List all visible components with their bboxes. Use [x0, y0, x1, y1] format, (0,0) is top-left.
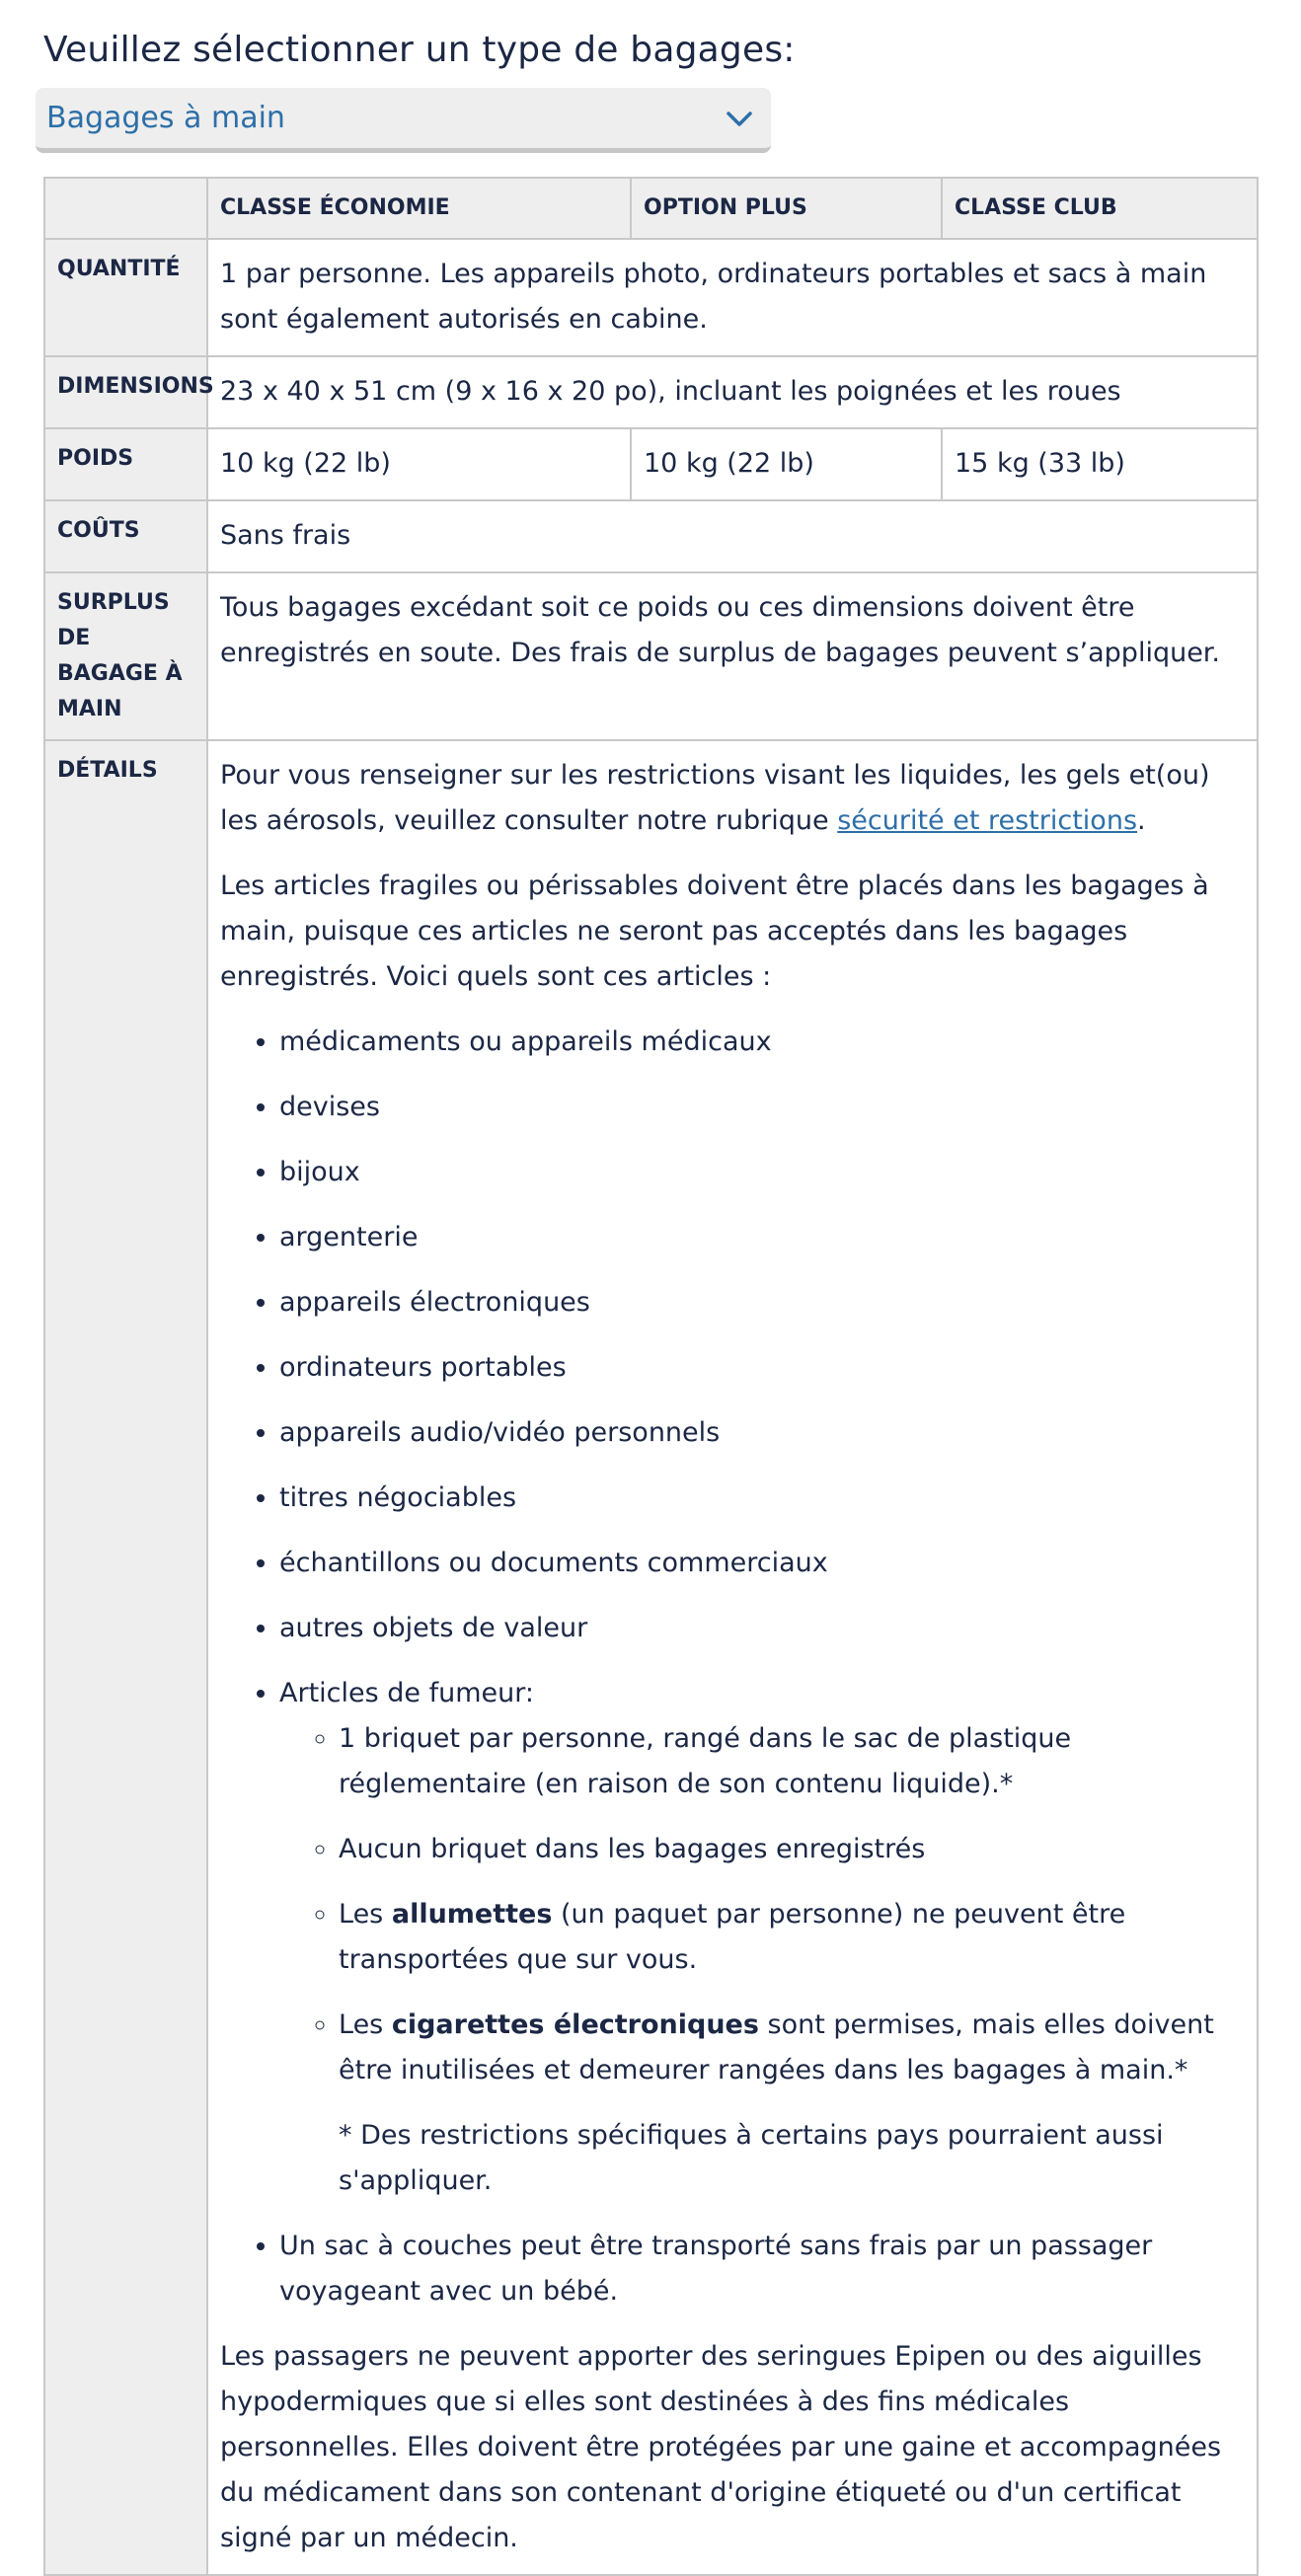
- footnote: * Des restrictions spécifiques à certains pays pourraient aussi s'appliquer.: [339, 2120, 1164, 2196]
- list-item-matches: [339, 1892, 1245, 1983]
- matches-post: (un paquet par personne) ne peuvent être transportées que sur vous.: [339, 1899, 1126, 1975]
- header-club: CLASSE CLUB: [942, 178, 1258, 239]
- list-item: • appareils audio/vidéo personnels: [279, 1410, 1245, 1456]
- header-option-plus: OPTION PLUS: [631, 178, 942, 239]
- ecig-pre: Les: [339, 2009, 392, 2040]
- weight-economy: 10 kg (22 lb): [207, 428, 631, 500]
- row-label-quantity: QUANTITÉ: [44, 239, 207, 356]
- table-row-surplus: [44, 572, 1258, 740]
- list-item: • médicaments ou appareils médicaux: [279, 1020, 1245, 1065]
- row-label-costs: COÛTS: [44, 500, 207, 572]
- dimensions-value: 23 x 40 x 51 cm (9 x 16 x 20 po), incluant les poignées et les roues: [207, 356, 1258, 428]
- smoking-items-label: Articles de fumeur:: [279, 1678, 534, 1708]
- list-item: • autres objets de valeur: [279, 1606, 1245, 1651]
- baggage-info-table: [43, 177, 1259, 2576]
- table-row-weight: [44, 428, 1258, 500]
- quantity-value: 1 par personne. Les appareils photo, ordinateurs portables et sacs à main sont également autorisés en cabine.: [207, 239, 1258, 356]
- list-item-diaper: • Un sac à couches peut être transporté sans frais par un passager voyageant avec un bébé.: [279, 2224, 1245, 2314]
- list-item: • devises: [279, 1085, 1245, 1130]
- table-header-row: [44, 178, 1258, 239]
- fragile-items-text: Les articles fragiles ou périssables doivent être placés dans les bagages à main, puisque ces articles ne seront pas acceptés dans les bagages enregistrés. Voici quels sont ces articles :: [220, 871, 1209, 992]
- surplus-value: Tous bagages excédant soit ce poids ou ces dimensions doivent être enregistrés en soute. Des frais de surplus de bagages peuvent s’appliquer.: [207, 572, 1258, 740]
- details-intro-text: Pour vous renseigner sur les restrictions visant les liquides, les gels et(ou) les aérosols, veuillez consulter notre rubrique: [220, 760, 1210, 836]
- list-item: • titres négociables: [279, 1476, 1245, 1521]
- fragile-items-list: [220, 1020, 1245, 2314]
- smoking-items: [279, 1671, 1245, 2204]
- list-item: • échantillons ou documents commerciaux: [279, 1541, 1245, 1586]
- list-item: • ordinateurs portables: [279, 1345, 1245, 1391]
- baggage-type-select[interactable]: [36, 88, 771, 153]
- table-row-costs: [44, 500, 1258, 572]
- row-label-weight: POIDS: [44, 428, 207, 500]
- matches-bold: allumettes: [391, 1899, 553, 1930]
- row-label-details: DÉTAILS: [44, 740, 207, 2575]
- table-row-quantity: [44, 239, 1258, 356]
- row-label-surplus: SURPLUS DE BAGAGE À MAIN: [44, 572, 207, 740]
- security-restrictions-link[interactable]: sécurité et restrictions: [837, 805, 1138, 836]
- matches-pre: Les: [339, 1899, 392, 1930]
- list-item-lighter: ◦ 1 briquet par personne, rangé dans le sac de plastique réglementaire (en raison de son contenu liquide).*: [339, 1716, 1245, 1807]
- ecig-bold: cigarettes électroniques: [391, 2009, 759, 2040]
- list-item: • argenterie: [279, 1215, 1245, 1260]
- epipen-text: Les passagers ne peuvent apporter des seringues Epipen ou des aiguilles hypodermiques que si elles sont destinées à des fins médicales personnelles. Elles doivent être protégées par une gaine et accompagnées du médicament dans son contenant d'origine étiqueté ou d'un certificat signé par un médecin.: [220, 2341, 1222, 2553]
- chevron-down-icon: [726, 110, 753, 129]
- baggage-type-prompt: Veuillez sélectionner un type de bagages:: [43, 30, 796, 70]
- list-item-ecig: [339, 2003, 1245, 2204]
- list-item-no-lighter: ◦ Aucun briquet dans les bagages enregistrés: [339, 1827, 1245, 1872]
- weight-plus: 10 kg (22 lb): [631, 428, 942, 500]
- baggage-type-selected-value: Bagages à main: [46, 101, 285, 135]
- header-economy: CLASSE ÉCONOMIE: [207, 178, 631, 239]
- list-item: • bijoux: [279, 1150, 1245, 1195]
- table-row-dimensions: [44, 356, 1258, 428]
- details-intro-end: .: [1137, 805, 1146, 836]
- row-label-dimensions: DIMENSIONS: [44, 356, 207, 428]
- header-empty: [44, 178, 207, 239]
- details-intro: [220, 753, 1245, 844]
- weight-club: 15 kg (33 lb): [942, 428, 1258, 500]
- table-row-details: [44, 740, 1258, 2575]
- details-cell: [207, 740, 1258, 2575]
- list-item: • appareils électroniques: [279, 1280, 1245, 1326]
- smoking-items-list: [279, 1716, 1245, 2204]
- ecig-post: sont permises, mais elles doivent être inutilisées et demeurer rangées dans les bagages à main.*: [339, 2009, 1214, 2085]
- costs-value: Sans frais: [207, 500, 1258, 572]
